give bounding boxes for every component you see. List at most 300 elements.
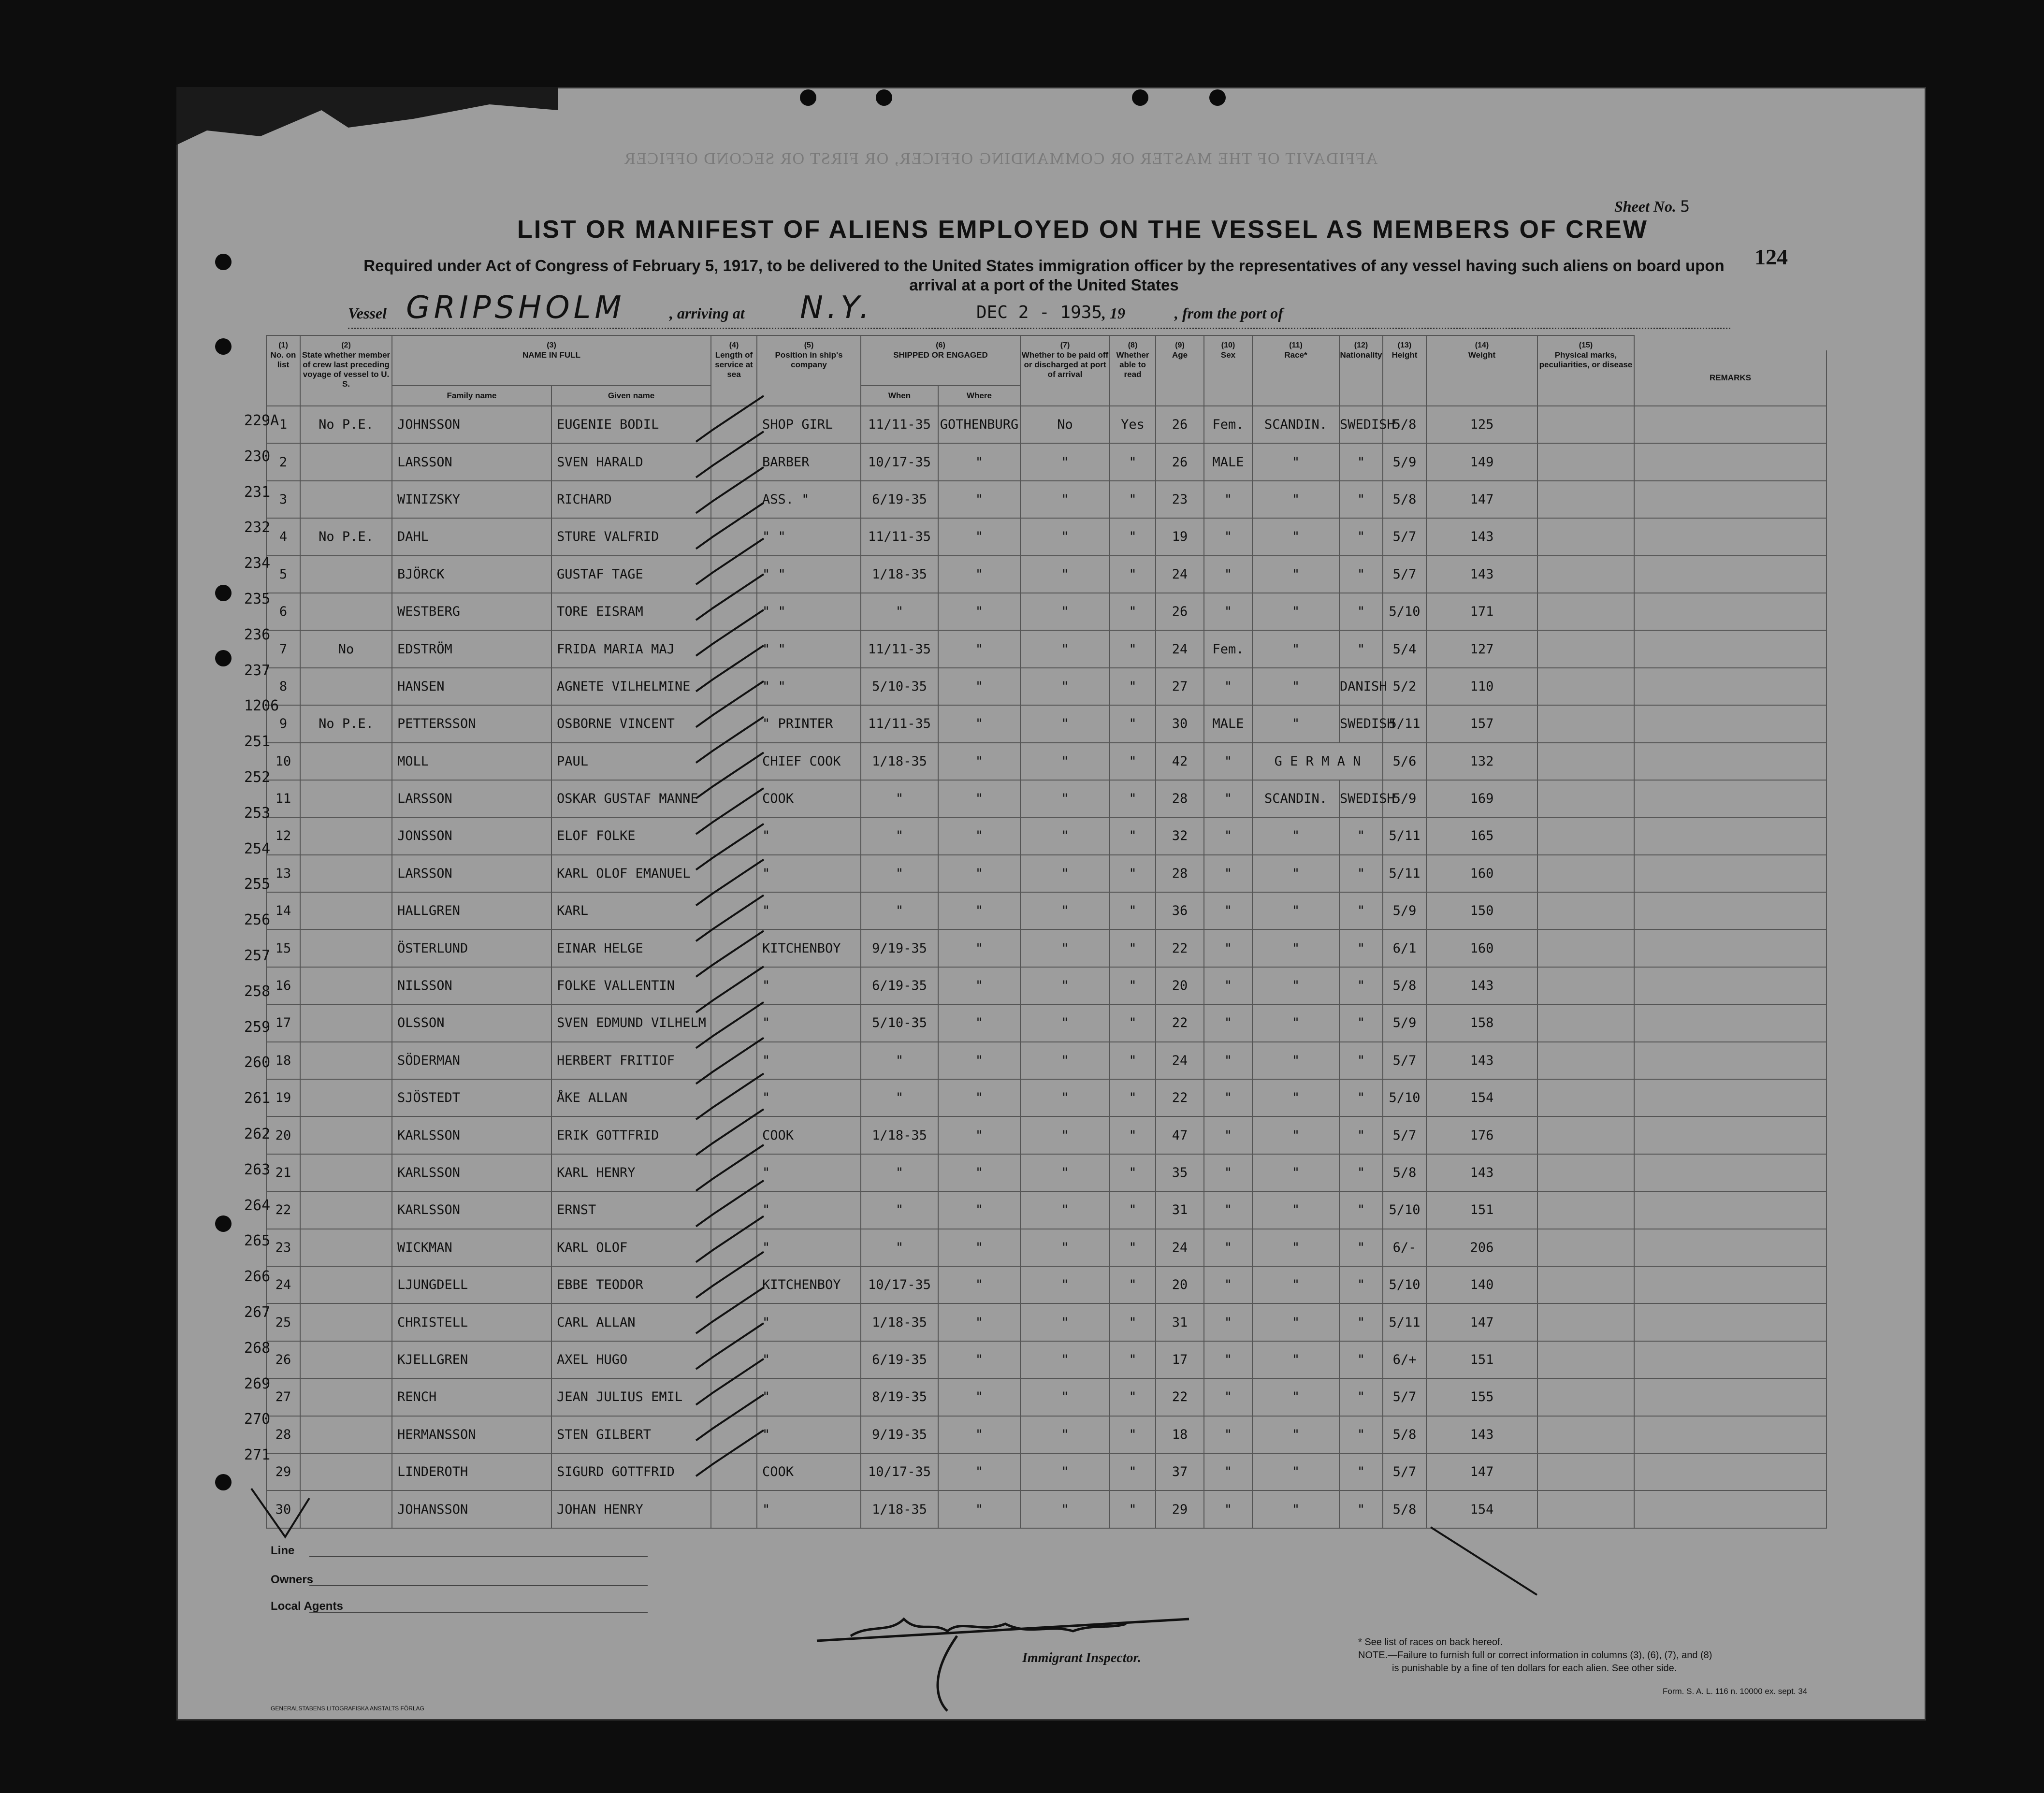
cell-race: G E R M A N — [1252, 743, 1383, 780]
cell-shipped-where: " — [938, 1453, 1020, 1490]
cell-height: 5/7 — [1383, 1453, 1426, 1490]
margin-line-number: 267 — [244, 1304, 271, 1321]
cell-race: " — [1252, 967, 1339, 1004]
cell-list-number: 7 — [266, 630, 300, 667]
check-mark — [696, 752, 764, 798]
arrival-date: DEC 2 - 1935 — [976, 303, 1102, 322]
cell-family-name: JONSSON — [392, 817, 551, 854]
cell-list-number: 1 — [266, 406, 300, 443]
cell-shipped-where: " — [938, 1079, 1020, 1116]
cell-race: " — [1252, 556, 1339, 593]
cell-nationality: " — [1339, 929, 1383, 967]
margin-line-number: 237 — [244, 662, 271, 679]
cell-shipped-where: " — [938, 630, 1020, 667]
margin-line-number: 264 — [244, 1197, 271, 1214]
cell-nationality: " — [1339, 630, 1383, 667]
cell-given-name: KARL — [551, 892, 711, 929]
cell-shipped-when: 6/19-35 — [861, 967, 938, 1004]
cell-list-number: 10 — [266, 743, 300, 780]
check-mark — [696, 574, 764, 620]
cell-given-name: STURE VALFRID — [551, 518, 711, 555]
cell-able-to-read: " — [1110, 1042, 1156, 1079]
cell-weight: 143 — [1426, 556, 1537, 593]
footer-notes — [1358, 1636, 1712, 1675]
margin-line-number: 270 — [244, 1411, 271, 1428]
cell-list-number: 27 — [266, 1378, 300, 1416]
colnum: (15) — [1537, 335, 1634, 350]
cell-able-to-read: " — [1110, 1490, 1156, 1528]
cell-paid-off: " — [1020, 1191, 1110, 1229]
cell-race: " — [1252, 1004, 1339, 1041]
cell-list-number: 23 — [266, 1229, 300, 1266]
cell-height: 5/8 — [1383, 481, 1426, 518]
cell-weight: 206 — [1426, 1229, 1537, 1266]
cell-height: 5/2 — [1383, 668, 1426, 705]
cell-family-name: JOHNSSON — [392, 406, 551, 443]
cell-position: BARBER — [757, 443, 861, 480]
cell-age: 19 — [1156, 518, 1204, 555]
margin-line-number: 255 — [244, 876, 271, 893]
cell-race: " — [1252, 892, 1339, 929]
cell-given-name: OSBORNE VINCENT — [551, 705, 711, 742]
margin-line-number: 260 — [244, 1054, 271, 1071]
cell-weight: 147 — [1426, 1453, 1537, 1490]
cell-position: " PRINTER — [757, 705, 861, 742]
cell-shipped-when: 9/19-35 — [861, 1416, 938, 1453]
cell-shipped-when: " — [861, 817, 938, 854]
colnum: (8) — [1110, 335, 1156, 350]
cell-given-name: HERBERT FRITIOF — [551, 1042, 711, 1079]
cell-shipped-when: " — [861, 1042, 938, 1079]
cell-shipped-when: 10/17-35 — [861, 1453, 938, 1490]
check-mark — [696, 824, 764, 870]
cell-weight: 143 — [1426, 1042, 1537, 1079]
cell-able-to-read: " — [1110, 1453, 1156, 1490]
cell-race: " — [1252, 518, 1339, 555]
cell-paid-off: " — [1020, 1079, 1110, 1116]
margin-line-number: 253 — [244, 804, 271, 822]
cell-race: " — [1252, 1079, 1339, 1116]
cell-position: " " — [757, 593, 861, 630]
margin-line-number: 251 — [244, 733, 271, 751]
cell-shipped-where: " — [938, 1416, 1020, 1453]
check-mark — [696, 1430, 764, 1476]
cell-race: " — [1252, 1416, 1339, 1453]
margin-line-number: 261 — [244, 1090, 271, 1107]
header-able-to-read: Whether able to read — [1110, 350, 1156, 406]
cell-given-name: FOLKE VALLENTIN — [551, 967, 711, 1004]
cell-nationality: " — [1339, 443, 1383, 480]
cell-family-name: BJÖRCK — [392, 556, 551, 593]
cell-age: 20 — [1156, 1266, 1204, 1303]
cell-height: 5/11 — [1383, 705, 1426, 742]
stray-marks — [251, 1489, 1537, 1595]
cell-height: 5/8 — [1383, 1490, 1426, 1528]
cell-age: 31 — [1156, 1303, 1204, 1341]
colnum: (1) — [266, 335, 300, 350]
cell-list-number: 3 — [266, 481, 300, 518]
cell-family-name: KARLSSON — [392, 1116, 551, 1154]
cell-weight: 140 — [1426, 1266, 1537, 1303]
cell-family-name: LARSSON — [392, 855, 551, 892]
footer-owners-label: Owners — [271, 1573, 314, 1586]
cell-height: 5/8 — [1383, 406, 1426, 443]
cell-sex: Fem. — [1204, 630, 1252, 667]
cell-shipped-where: " — [938, 1154, 1020, 1191]
margin-line-number: 256 — [244, 911, 271, 929]
cell-able-to-read: " — [1110, 443, 1156, 480]
cell-shipped-when: 1/18-35 — [861, 743, 938, 780]
cell-shipped-where: " — [938, 743, 1020, 780]
cell-age: 22 — [1156, 1079, 1204, 1116]
cell-shipped-where: " — [938, 1341, 1020, 1378]
cell-able-to-read: " — [1110, 1303, 1156, 1341]
cell-shipped-when: 6/19-35 — [861, 1341, 938, 1378]
cell-shipped-when: 1/18-35 — [861, 556, 938, 593]
colnum: (2) — [300, 335, 392, 350]
cell-able-to-read: " — [1110, 817, 1156, 854]
cell-shipped-where: GOTHENBURG — [938, 406, 1020, 443]
cell-able-to-read: " — [1110, 556, 1156, 593]
cell-nationality: " — [1339, 1453, 1383, 1490]
cell-position: " — [757, 967, 861, 1004]
margin-line-number: 268 — [244, 1339, 271, 1357]
cell-paid-off: " — [1020, 929, 1110, 967]
margin-line-number: 266 — [244, 1268, 271, 1286]
cell-sex: " — [1204, 1229, 1252, 1266]
cell-list-number: 14 — [266, 892, 300, 929]
cell-height: 5/8 — [1383, 967, 1426, 1004]
cell-list-number: 18 — [266, 1042, 300, 1079]
cell-position: " " — [757, 668, 861, 705]
cell-position: KITCHENBOY — [757, 1266, 861, 1303]
cell-given-name: SVEN EDMUND VILHELM — [551, 1004, 711, 1041]
cell-list-number: 29 — [266, 1453, 300, 1490]
check-mark — [696, 503, 764, 549]
check-mark — [696, 467, 764, 513]
cell-family-name: SJÖSTEDT — [392, 1079, 551, 1116]
cell-weight: 160 — [1426, 929, 1537, 967]
cell-family-name: LJUNGDELL — [392, 1266, 551, 1303]
cell-sex: " — [1204, 1266, 1252, 1303]
cell-given-name: OSKAR GUSTAF MANNE — [551, 780, 711, 817]
cell-list-number: 16 — [266, 967, 300, 1004]
cell-able-to-read: " — [1110, 518, 1156, 555]
cell-paid-off: " — [1020, 743, 1110, 780]
cell-sex: " — [1204, 1154, 1252, 1191]
check-mark — [696, 717, 764, 763]
header-paid-off: Whether to be paid off or discharged at port of arrival — [1020, 350, 1110, 406]
cell-age: 20 — [1156, 967, 1204, 1004]
cell-given-name: JOHAN HENRY — [551, 1490, 711, 1528]
cell-list-number: 21 — [266, 1154, 300, 1191]
header-weight: Weight — [1426, 350, 1537, 406]
cell-shipped-where: " — [938, 1303, 1020, 1341]
cell-able-to-read: " — [1110, 1266, 1156, 1303]
cell-family-name: HERMANSSON — [392, 1416, 551, 1453]
cell-height: 5/10 — [1383, 1266, 1426, 1303]
cell-sex: " — [1204, 481, 1252, 518]
colnum: (4) — [711, 335, 757, 350]
cell-sex: " — [1204, 1303, 1252, 1341]
cell-given-name: SIGURD GOTTFRID — [551, 1453, 711, 1490]
cell-age: 31 — [1156, 1191, 1204, 1229]
cell-height: 6/- — [1383, 1229, 1426, 1266]
cell-prior-voyage: No P.E. — [300, 406, 392, 443]
cell-race: " — [1252, 705, 1339, 742]
cell-position: " — [757, 1378, 861, 1416]
cell-shipped-where: " — [938, 668, 1020, 705]
cell-height: 5/10 — [1383, 1191, 1426, 1229]
arriving-port: N.Y. — [800, 290, 873, 326]
cell-able-to-read: " — [1110, 1378, 1156, 1416]
cell-height: 5/8 — [1383, 1416, 1426, 1453]
cell-nationality: " — [1339, 481, 1383, 518]
check-mark — [696, 1287, 764, 1333]
cell-paid-off: " — [1020, 1453, 1110, 1490]
cell-position: SHOP GIRL — [757, 406, 861, 443]
check-mark — [696, 538, 764, 584]
check-mark — [696, 681, 764, 727]
cell-list-number: 28 — [266, 1416, 300, 1453]
cell-position: " — [757, 1303, 861, 1341]
cell-height: 5/6 — [1383, 743, 1426, 780]
check-mark — [696, 788, 764, 834]
cell-shipped-when: 11/11-35 — [861, 630, 938, 667]
header-remarks: REMARKS — [1634, 350, 1827, 406]
cell-nationality: SWEDISH — [1339, 780, 1383, 817]
cell-family-name: EDSTRÖM — [392, 630, 551, 667]
cell-race: SCANDIN. — [1252, 780, 1339, 817]
cell-age: 24 — [1156, 630, 1204, 667]
check-mark — [696, 432, 764, 477]
cell-family-name: WINIZSKY — [392, 481, 551, 518]
cell-race: " — [1252, 668, 1339, 705]
cell-able-to-read: " — [1110, 1004, 1156, 1041]
cell-sex: " — [1204, 556, 1252, 593]
cell-age: 22 — [1156, 929, 1204, 967]
header-state-whether: State whether member of crew last preceding voyage of vessel to U. S. — [300, 350, 392, 406]
cell-shipped-where: " — [938, 855, 1020, 892]
document-title: LIST OR MANIFEST OF ALIENS EMPLOYED ON THE VESSEL AS MEMBERS OF CREW — [517, 216, 1648, 244]
cell-family-name: ÖSTERLUND — [392, 929, 551, 967]
cell-shipped-when: " — [861, 593, 938, 630]
cell-able-to-read: " — [1110, 1416, 1156, 1453]
cell-race: SCANDIN. — [1252, 406, 1339, 443]
cell-able-to-read: " — [1110, 1341, 1156, 1378]
cell-shipped-when: 10/17-35 — [861, 443, 938, 480]
check-mark — [696, 1073, 764, 1119]
cell-able-to-read: " — [1110, 1191, 1156, 1229]
check-mark — [696, 1216, 764, 1262]
cell-height: 5/9 — [1383, 1004, 1426, 1041]
cell-given-name: FRIDA MARIA MAJ — [551, 630, 711, 667]
cell-paid-off: " — [1020, 668, 1110, 705]
header-shipped: SHIPPED OR ENGAGED — [861, 350, 1020, 386]
cell-weight: 143 — [1426, 1416, 1537, 1453]
cell-position: " — [757, 1042, 861, 1079]
cell-given-name: EBBE TEODOR — [551, 1266, 711, 1303]
cell-shipped-where: " — [938, 929, 1020, 967]
cell-height: 5/10 — [1383, 1079, 1426, 1116]
cell-able-to-read: " — [1110, 1154, 1156, 1191]
cell-race: " — [1252, 1341, 1339, 1378]
cell-family-name: WICKMAN — [392, 1229, 551, 1266]
header-family-name: Family name — [392, 386, 551, 406]
cell-paid-off: " — [1020, 443, 1110, 480]
note-races: * See list of races on back hereof. — [1358, 1637, 1503, 1648]
cell-shipped-where: " — [938, 780, 1020, 817]
colnum: (12) — [1339, 335, 1383, 350]
margin-line-number: 258 — [244, 983, 271, 1000]
cell-able-to-read: " — [1110, 1116, 1156, 1154]
cell-family-name: PETTERSSON — [392, 705, 551, 742]
cell-shipped-when: 11/11-35 — [861, 406, 938, 443]
cell-nationality: " — [1339, 593, 1383, 630]
cell-able-to-read: " — [1110, 1229, 1156, 1266]
cell-list-number: 22 — [266, 1191, 300, 1229]
cell-family-name: RENCH — [392, 1378, 551, 1416]
cell-shipped-where: " — [938, 892, 1020, 929]
footer-agents-label: Local Agents — [271, 1600, 343, 1613]
cell-age: 28 — [1156, 855, 1204, 892]
cell-given-name: CARL ALLAN — [551, 1303, 711, 1341]
document-subtitle: Required under Act of Congress of February 5, 1917, to be delivered to the United States immigration officer by the representatives of any vessel having such aliens on board upon arrival at a port of the United States — [363, 257, 1725, 294]
check-mark — [696, 1181, 764, 1227]
cell-list-number: 12 — [266, 817, 300, 854]
cell-race: " — [1252, 929, 1339, 967]
cell-weight: 143 — [1426, 967, 1537, 1004]
cell-age: 26 — [1156, 443, 1204, 480]
cell-paid-off: " — [1020, 593, 1110, 630]
cell-paid-off: " — [1020, 855, 1110, 892]
margin-line-number: 262 — [244, 1126, 271, 1142]
cell-paid-off: " — [1020, 1004, 1110, 1041]
cell-paid-off: " — [1020, 780, 1110, 817]
cell-age: 28 — [1156, 780, 1204, 817]
colnum: (9) — [1156, 335, 1204, 350]
reverse-bleed-text: AFFIDAVIT OF THE MASTER OR COMMANDING OFFICER, OR FIRST OR SECOND OFFICER — [623, 150, 1378, 168]
cell-position: " — [757, 892, 861, 929]
cell-nationality: " — [1339, 518, 1383, 555]
cell-race: " — [1252, 1378, 1339, 1416]
cell-shipped-where: " — [938, 1266, 1020, 1303]
cell-sex: Fem. — [1204, 406, 1252, 443]
cell-list-number: 25 — [266, 1303, 300, 1341]
margin-line-number: 252 — [244, 769, 271, 786]
cell-shipped-when: " — [861, 780, 938, 817]
cell-shipped-when: " — [861, 1229, 938, 1266]
cell-able-to-read: " — [1110, 668, 1156, 705]
note-failure: NOTE.—Failure to furnish full or correct information in columns (3), (6), (7), and (8) — [1358, 1650, 1712, 1661]
cell-height: 5/7 — [1383, 1378, 1426, 1416]
cell-sex: " — [1204, 1341, 1252, 1378]
cell-shipped-when: " — [861, 1079, 938, 1116]
colnum: (5) — [757, 335, 861, 350]
cell-age: 26 — [1156, 406, 1204, 443]
cell-race: " — [1252, 1042, 1339, 1079]
check-mark — [696, 931, 764, 977]
cell-age: 27 — [1156, 668, 1204, 705]
cell-nationality: " — [1339, 1341, 1383, 1378]
header-where: Where — [938, 386, 1020, 406]
cell-family-name: KJELLGREN — [392, 1341, 551, 1378]
colnum: (3) — [392, 335, 711, 350]
cell-shipped-where: " — [938, 1229, 1020, 1266]
cell-age: 37 — [1156, 1453, 1204, 1490]
cell-shipped-where: " — [938, 518, 1020, 555]
colnum: (7) — [1020, 335, 1110, 350]
header-given-name: Given name — [551, 386, 711, 406]
cell-height: 5/9 — [1383, 443, 1426, 480]
cell-position: " " — [757, 556, 861, 593]
cell-shipped-when: 9/19-35 — [861, 929, 938, 967]
page-stamp: 124 — [1754, 245, 1788, 269]
cell-position: " — [757, 1341, 861, 1378]
cell-nationality: " — [1339, 1079, 1383, 1116]
cell-paid-off: " — [1020, 892, 1110, 929]
cell-given-name: ÅKE ALLAN — [551, 1079, 711, 1116]
cell-nationality: " — [1339, 1191, 1383, 1229]
cell-race: " — [1252, 1266, 1339, 1303]
cell-weight: 169 — [1426, 780, 1537, 817]
cell-shipped-when: 5/10-35 — [861, 1004, 938, 1041]
cell-shipped-when: 5/10-35 — [861, 668, 938, 705]
cell-race: " — [1252, 630, 1339, 667]
cell-sex: " — [1204, 1453, 1252, 1490]
cell-position: " — [757, 1416, 861, 1453]
cell-age: 17 — [1156, 1341, 1204, 1378]
check-mark — [696, 646, 764, 692]
check-mark — [696, 1359, 764, 1405]
cell-position: " — [757, 1154, 861, 1191]
margin-line-number: 234 — [244, 555, 271, 572]
cell-given-name: AGNETE VILHELMINE — [551, 668, 711, 705]
cell-given-name: KARL OLOF — [551, 1229, 711, 1266]
inspector-label: Immigrant Inspector. — [1022, 1650, 1141, 1665]
cell-weight: 150 — [1426, 892, 1537, 929]
cell-age: 18 — [1156, 1416, 1204, 1453]
header-height: Height — [1383, 350, 1426, 406]
cell-given-name: PAUL — [551, 743, 711, 780]
cell-position: " " — [757, 630, 861, 667]
cell-sex: " — [1204, 1116, 1252, 1154]
cell-paid-off: " — [1020, 481, 1110, 518]
cell-given-name: EINAR HELGE — [551, 929, 711, 967]
cell-sex: " — [1204, 855, 1252, 892]
header-position: Position in ship's company — [757, 350, 861, 406]
cell-weight: 127 — [1426, 630, 1537, 667]
cell-prior-voyage: No P.E. — [300, 518, 392, 555]
cell-race: " — [1252, 1453, 1339, 1490]
cell-shipped-where: " — [938, 705, 1020, 742]
cell-weight: 143 — [1426, 1154, 1537, 1191]
cell-nationality: " — [1339, 967, 1383, 1004]
sheet-value: 5 — [1680, 197, 1690, 216]
header-physical-marks: Physical marks, peculiarities, or disease — [1537, 350, 1634, 406]
cell-able-to-read: " — [1110, 967, 1156, 1004]
cell-able-to-read: " — [1110, 855, 1156, 892]
cell-height: 5/7 — [1383, 556, 1426, 593]
header-race: Race* — [1252, 350, 1339, 406]
margin-line-number: 231 — [244, 483, 271, 501]
cell-nationality: " — [1339, 1490, 1383, 1528]
cell-list-number: 17 — [266, 1004, 300, 1041]
cell-position: KITCHENBOY — [757, 929, 861, 967]
margin-line-number: 259 — [244, 1018, 271, 1036]
footer-owners-rule — [309, 1585, 648, 1586]
cell-paid-off: " — [1020, 1154, 1110, 1191]
